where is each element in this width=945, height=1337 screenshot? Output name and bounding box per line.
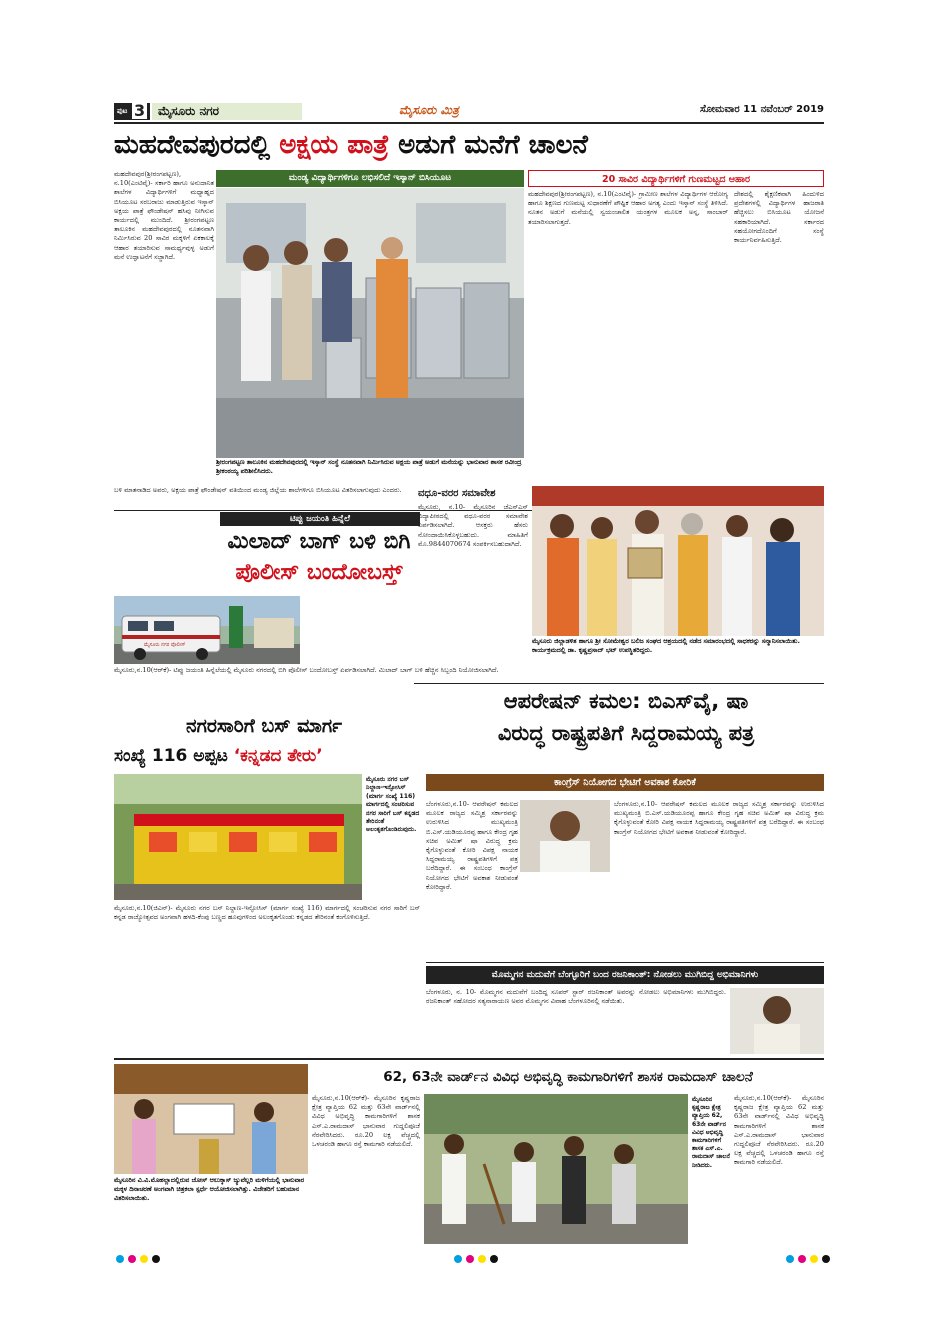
date-line: ಸೋಮವಾರ 11 ನವೆಂಬರ್ 2019 [699,104,824,115]
header-rule [114,122,824,124]
brand-title: ಮೈಸೂರು ಮಿತ್ರ [399,103,459,117]
headline-highlight: ‘ಕನ್ನಡದ ತೇರು’ [233,746,323,766]
story4-headline-1: ಆಪರೇಷನ್ ಕಮಲ: ಬಿಎಸ್‌ವೈ, ಷಾ [503,689,749,713]
story5-bus-photo [114,774,362,900]
dot-cyan [786,1255,794,1263]
story3-text: ಮೈಸೂರು, ನ.10- ಮೈಸೂರಿನ ಜೆಎಸ್ಎಸ್ ವಿದ್ಯಾಪೀಠದಲ್ಲಿ ವಧೂ-ವರರ ಸಮಾವೇಶ ಏರ್ಪಡಿಸಲಾಗಿದೆ. ಆಸಕ್ತರು ಹೆಸರು ನೋಂದಾಯಿಸಿಕೊಳ್ಳಬಹುದು. ಮಾಹಿತಿಗೆ ಮೊ.9844070674 ಸಂಪರ್ಕಿಸಬಹುದಾಗಿದೆ. [418,503,528,548]
dot-yellow [810,1255,818,1263]
story1-photo-banner: ಮಂಡ್ಯ ವಿದ್ಯಾರ್ಥಿಗಳಿಗೂ ಲಭಿಸಲಿದೆ ಇಸ್ಕಾನ್ ಬಿಸಿಯೂಟ [216,170,524,187]
story1-kitchen-photo [216,188,524,458]
story4-text-cont: ಬೆಂಗಳೂರು,ನ.10- ಆಪರೇಷನ್ ಕಮಲದ ಮೂಲಕ ರಾಜ್ಯದ ಸಮ್ಮಿಶ್ರ ಸರ್ಕಾರವನ್ನು ಉರುಳಿಸಿದ ಮುಖ್ಯಮಂತ್ರಿ ಬಿ.ಎಸ್.ಯಡಿಯೂರಪ್ಪ ಹಾಗೂ ಕೇಂದ್ರ ಗೃಹ ಸಚಿವ ಅಮಿತ್ ಷಾ ವಿರುದ್ಧ ಕ್ರಮ ಕೈಗೊಳ್ಳುವಂತೆ ಕೋರಿ ವಿಪಕ್ಷ ನಾಯಕ ಸಿದ್ದರಾಮಯ್ಯ ರಾಷ್ಟ್ರಪತಿಗಳಿಗೆ ಪತ್ರ ಬರೆದಿದ್ದಾರೆ. ಈ ಸಂಬಂಧ ಕಾಂಗ್ರೆಸ್ ನಿಯೋಗದ ಭೇಟಿಗೆ ಅವಕಾಶ ನೀಡುವಂತೆ ಕೋರಿದ್ದಾರೆ. [614,800,824,836]
story1-photo-caption: ಶ್ರೀರಂಗಪಟ್ಟಣ ತಾಲೂಕಿನ ಮಹದೇವಪುರದಲ್ಲಿ ಇಸ್ಕಾನ್ ಸಂಸ್ಥೆ ನೂತನವಾಗಿ ನಿರ್ಮಿಸಿರುವ ಅಕ್ಷಯ ಪಾತ್ರೆ ಅಡುಗೆ ಮನೆಯನ್ನು ಭಾನುವಾರ ಶಾಸಕ ರವೀಂದ್ರ ಶ್ರೀಕಂಠಯ್ಯ ಪರಿಶೀಲಿಸಿದರು. [216,458,522,475]
portrait-illustration [730,988,824,1054]
story4-siddaramaiah-photo [520,800,610,872]
story3-felicitation-photo [532,486,824,636]
decorated-bus-illustration [114,774,362,900]
registration-marks-left [114,1248,162,1267]
dot-cyan [454,1255,462,1263]
story6-text: ಬೆಂಗಳೂರು, ನ. 10- ಮೊಮ್ಮಗನ ಮದುವೆಗೆ ಬಂದಿದ್ದ ಸೂಪರ್ ಸ್ಟಾರ್ ರಜನಿಕಾಂತ್ ಅವರನ್ನು ನೋಡಲು ಅಭಿಮಾನಿಗಳು ಮುಗಿಬಿದ್ದರು. ರಜನಿಕಾಂತ್ ಸಹೋದರ ಸತ್ಯನಾರಾಯಣ ಅವರ ಮೊಮ್ಮಗನ ವಿವಾಹ ಬೆಂಗಳೂರಿನಲ್ಲಿ ನಡೆಯಿತು. [426,988,726,1006]
headline-highlight: ಅಕ್ಷಯ ಪಾತ್ರೆ [279,130,390,160]
page-label: ಪುಟ [117,107,128,115]
dot-black [822,1255,830,1263]
page-number-badge [114,103,150,120]
story1-col2: ಮಹದೇವಪುರ(ಶ್ರೀರಂಗಪಟ್ಟಣ), ನ.10(ಎಂಟಿವೈ)- ಗ್ರಾಮೀಣ ಶಾಲೆಗಳ ವಿದ್ಯಾರ್ಥಿಗಳ ಆರೋಗ್ಯ ಹಾಗೂ ಶಿಕ್ಷಣದ ಗುಣಮಟ್ಟ ಸುಧಾರಣೆಗೆ ಪೌಷ್ಟಿಕ ಆಹಾರ ಅಗತ್ಯ ಎಂದು ಇಸ್ಕಾನ್ ಸಂಸ್ಥೆ ತಿಳಿಸಿದೆ. ನೂತನ ಅಡುಗೆ ಮನೆಯಲ್ಲಿ ಸ್ವಯಂಚಾಲಿತ ಯಂತ್ರಗಳ ಮೂಲಕ ಅನ್ನ, ಸಾಂಬಾರ್ ತಯಾರಿಸಲಾಗುತ್ತದೆ. [528,190,728,226]
section-label: ಮೈಸೂರು ನಗರ [152,103,302,120]
dot-magenta [798,1255,806,1263]
divider-4 [114,1058,824,1060]
story3-caption: ಮೈಸೂರು ಜಿಲ್ಲಾಡಳಿತ ಹಾಗೂ ಶ್ರೀ ಸೋಮೇಶ್ವರ ಬಲಿಜ ಸಂಘದ ಆಶ್ರಯದಲ್ಲಿ ನಡೆದ ಸಮಾರಂಭದಲ್ಲಿ ಸಾಧಕರನ್ನು ಸನ್ಮಾನಿಸಲಾಯಿತು. ಕಾರ್ಯಕ್ರಮದಲ್ಲಿ ಡಾ. ಕೃಷ್ಣಪ್ರಸಾದ್ ಭಟ್ ಉಪಸ್ಥಿತರಿದ್ದರು. [532,637,800,654]
story7-headline: 62, 63ನೇ ವಾರ್ಡ್‌ನ ವಿವಿಧ ಅಭಿವೃದ್ಧಿ ಕಾಮಗಾರಿಗಳಿಗೆ ಶಾಸಕ ರಾಮದಾಸ್ ಚಾಲನೆ [383,1069,753,1085]
story5-side-caption: ಮೈಸೂರು ನಗರ ಬಸ್ ನಿಲ್ದಾಣ-ಇನ್ಫೋಸಿಸ್ (ಮಾರ್ಗ ಸಂಖ್ಯೆ 116) ಮಾರ್ಗದಲ್ಲಿ ಸಂಚರಿಸುವ ನಗರ ಸಾರಿಗೆ ಬಸ್ ಕನ್ನಡದ ತೇರಿನಂತೆ ಅಲಂಕೃತಗೊಂಡಿರುವುದು. [366,776,420,834]
story5-headline-1: ನಗರಸಾರಿಗೆ ಬಸ್ ಮಾರ್ಗ [186,715,342,737]
page-number: 3 [134,101,146,120]
story4-headline-2: ವಿರುದ್ಧ ರಾಷ್ಟ್ರಪತಿಗೆ ಸಿದ್ದರಾಮಯ್ಯ ಪತ್ರ [497,721,755,745]
page-header [114,101,824,121]
police-van-illustration [114,596,300,664]
felicitation-illustration [532,486,824,636]
story7-worksite-photo [424,1094,688,1244]
story6-headline: ಮೊಮ್ಮಗನ ಮದುವೆಗೆ ಬೆಂಗ್ಳೂರಿಗೆ ಬಂದ ರಜನಿಕಾಂತ್: ನೋಡಲು ಮುಗಿಬಿದ್ದ ಅಭಿಮಾನಿಗಳು [426,966,824,984]
dot-black [152,1255,160,1263]
story7-side-caption: ಮೈಸೂರಿನ ಕೃಷ್ಣರಾಜ ಕ್ಷೇತ್ರ ವ್ಯಾಪ್ತಿಯ 62, 63ನೇ ವಾರ್ಡ್‌ನ ವಿವಿಧ ಅಭಿವೃದ್ಧಿ ಕಾಮಗಾರಿಗಳಿಗೆ ಶಾಸಕ ಎಸ್.ಎ. ರಾಮದಾಸ್ ಚಾಲನೆ ನೀಡಿದರು. [692,1096,730,1169]
story1-col1: ಮಹದೇವಪುರ(ಶ್ರೀರಂಗಪಟ್ಟಣ), ನ.10(ಎಂಟಿವೈ)- ಸರ್ಕಾರಿ ಹಾಗೂ ಅನುದಾನಿತ ಶಾಲೆಗಳ ವಿದ್ಯಾರ್ಥಿಗಳಿಗೆ ಮಧ್ಯಾಹ್ನದ ಬಿಸಿಯೂಟ ಸರಬರಾಜು ಮಾಡುತ್ತಿರುವ ಇಸ್ಕಾನ್ ಅಕ್ಷಯ ಪಾತ್ರೆ ಫೌಂಡೇಷನ್ ಹಸಿವು ನೀಗಿಸುವ ಕಾರ್ಯದಲ್ಲಿ ಮುಂದಿದೆ. ಶ್ರೀರಂಗಪಟ್ಟಣ ತಾಲೂಕಿನ ಮಹದೇವಪುರದಲ್ಲಿ ನೂತನವಾಗಿ ನಿರ್ಮಿಸಿರುವ 20 ಸಾವಿರ ಮಕ್ಕಳಿಗೆ ಏಕಕಾಲಕ್ಕೆ ಆಹಾರ ತಯಾರಿಸುವ ಸಾಮರ್ಥ್ಯವುಳ್ಳ ಅಡುಗೆ ಮನೆ ಉದ್ಘಾಟನೆಗೆ ಸಜ್ಜಾಗಿದೆ. [114,170,214,261]
drawing-competition-illustration [114,1064,308,1174]
van-text: ಮೈಸೂರು ನಗರ ಪೊಲೀಸ್ [144,642,186,648]
dot-magenta [466,1255,474,1263]
dot-cyan [116,1255,124,1263]
story7-kids-photo [114,1064,308,1174]
kitchen-illustration [216,188,524,458]
story2-text: ಮೈಸೂರು,ನ.10(ಆರ್‌ಕೆ)- ಟಿಪ್ಪು ಜಯಂತಿ ಹಿನ್ನೆಲೆಯಲ್ಲಿ ಮೈಸೂರು ನಗರದಲ್ಲಿ ಬಿಗಿ ಪೊಲೀಸ್ ಬಂದೋಬಸ್ತ್ ಏರ್ಪಡಿಸಲಾಗಿದೆ. ಮಿಲಾದ್ ಬಾಗ್ ಬಳಿ ಹೆಚ್ಚಿನ ಸಿಬ್ಬಂದಿ ನಿಯೋಜಿಸಲಾಗಿದೆ. [114,666,499,674]
worksite-illustration [424,1094,688,1244]
story1-sub-banner: 20 ಸಾವಿರ ವಿದ್ಯಾರ್ಥಿಗಳಿಗೆ ಗುಣಮಟ್ಟದ ಆಹಾರ [528,170,824,187]
story1-bottom-text: ಬಳಿ ಮಾತನಾಡಿದ ಅವರು, ಅಕ್ಷಯ ಪಾತ್ರೆ ಫೌಂಡೇಷನ್ ವತಿಯಿಂದ ಮಂಡ್ಯ ಜಿಲ್ಲೆಯ ಶಾಲೆಗಳಿಗೂ ಬಿಸಿಯೂಟ ವಿತರಿಸಲಾಗುವುದು ಎಂದರು. [114,486,402,494]
dot-magenta [128,1255,136,1263]
story6-rajini-photo [730,988,824,1054]
story4-banner: ಕಾಂಗ್ರೆಸ್ ನಿಯೋಗದ ಭೇಟಿಗೆ ಅವಕಾಶ ಕೋರಿಕೆ [426,774,824,791]
story7-text-cont: ಮೈಸೂರು,ನ.10(ಆರ್‌ಕೆ)- ಮೈಸೂರಿನ ಕೃಷ್ಣರಾಜ ಕ್ಷೇತ್ರ ವ್ಯಾಪ್ತಿಯ 62 ಮತ್ತು 63ನೇ ವಾರ್ಡ್‌ನಲ್ಲಿ ವಿವಿಧ ಅಭಿವೃದ್ಧಿ ಕಾಮಗಾರಿಗಳಿಗೆ ಶಾಸಕ ಎಸ್.ಎ.ರಾಮದಾಸ್ ಭಾನುವಾರ ಗುದ್ದಲಿಪೂಜೆ ನೆರವೇರಿಸಿದರು. ರೂ.20 ಲಕ್ಷ ವೆಚ್ಚದಲ್ಲಿ ಒಳಚರಂಡಿ ಹಾಗೂ ರಸ್ತೆ ಕಾಮಗಾರಿ ನಡೆಯಲಿದೆ. [734,1094,824,1167]
story2-kicker: ಟಿಪ್ಪು ಜಯಂತಿ ಹಿನ್ನೆಲೆ [220,512,420,526]
story4-text: ಬೆಂಗಳೂರು,ನ.10- ಆಪರೇಷನ್ ಕಮಲದ ಮೂಲಕ ರಾಜ್ಯದ ಸಮ್ಮಿಶ್ರ ಸರ್ಕಾರವನ್ನು ಉರುಳಿಸಿದ ಮುಖ್ಯಮಂತ್ರಿ ಬಿ.ಎಸ್.ಯಡಿಯೂರಪ್ಪ ಹಾಗೂ ಕೇಂದ್ರ ಗೃಹ ಸಚಿವ ಅಮಿತ್ ಷಾ ವಿರುದ್ಧ ಕ್ರಮ ಕೈಗೊಳ್ಳುವಂತೆ ಕೋರಿ ವಿಪಕ್ಷ ನಾಯಕ ಸಿದ್ದರಾಮಯ್ಯ ರಾಷ್ಟ್ರಪತಿಗಳಿಗೆ ಪತ್ರ ಬರೆದಿದ್ದಾರೆ. ಈ ಸಂಬಂಧ ಕಾಂಗ್ರೆಸ್ ನಿಯೋಗದ ಭೇಟಿಗೆ ಅವಕಾಶ ನೀಡುವಂತೆ ಕೋರಿದ್ದಾರೆ. [426,800,518,891]
story1-headline: ಮಹದೇವಪುರದಲ್ಲಿ ಅಕ್ಷಯ ಪಾತ್ರೆ ಅಡುಗೆ ಮನೆಗೆ ಚಾಲನೆ [114,130,588,160]
story2-headline-2: ಪೊಲೀಸ್ ಬಂದೋಬಸ್ತ್ [235,560,403,585]
registration-marks-center [452,1248,500,1267]
registration-marks-right [784,1248,832,1267]
portrait-illustration [520,800,610,872]
story5-text: ಮೈಸೂರು,ನ.10(ಜಿಎನ್)- ಮೈಸೂರು ನಗರ ಬಸ್ ನಿಲ್ದಾಣ-ಇನ್ಫೋಸಿಸ್ (ಮಾರ್ಗ ಸಂಖ್ಯೆ 116) ಮಾರ್ಗದಲ್ಲಿ ಸಂಚರಿಸುವ ನಗರ ಸಾರಿಗೆ ಬಸ್ ಕನ್ನಡ ರಾಜ್ಯೋತ್ಸವದ ಅಂಗವಾಗಿ ಹಳದಿ-ಕೆಂಪು ಬಣ್ಣದ ಹೂವುಗಳಿಂದ ಅಲಂಕೃತಗೊಂಡು ಕನ್ನಡದ ತೇರಿನಂತೆ ಕಂಗೊಳಿಸುತ್ತಿದೆ. [114,904,420,922]
story3-kicker-box: ವಧೂ-ವರರ ಸಮಾವೇಶ [418,488,496,499]
story2-headline-1: ಮಿಲಾದ್ ಬಾಗ್ ಬಳಿ ಬಿಗಿ [227,529,411,554]
divider-3 [426,962,824,963]
story7-left-caption: ಮೈಸೂರಿನ ವಿ.ವಿ.ಮೊಹಲ್ಲಾದಲ್ಲಿರುವ ಜೋಸ್ ಆಲುಕ್ಕಾಸ್ ಜ್ಯುವೆಲ್ಲರಿ ಮಳಿಗೆಯಲ್ಲಿ ಭಾನುವಾರ ಮಕ್ಕಳ ದಿನಾಚರಣೆ ಅಂಗವಾಗಿ ಚಿತ್ರಕಲಾ ಸ್ಪರ್ಧೆ ಆಯೋಜಿಸಲಾಗಿತ್ತು. ವಿಜೇತರಿಗೆ ಬಹುಮಾನ ವಿತರಿಸಲಾಯಿತು. [114,1176,305,1202]
story5-headline-2: ಸಂಖ್ಯೆ 116 ಅಪ್ಪಟ ‘ಕನ್ನಡದ ತೇರು’ [114,746,323,766]
dot-yellow [140,1255,148,1263]
divider-2 [414,683,824,684]
dot-yellow [478,1255,486,1263]
story1-col3: ದೇಶದಲ್ಲಿ ಶೈಕ್ಷಣಿಕವಾಗಿ ಹಿಂದುಳಿದ ಪ್ರದೇಶಗಳಲ್ಲಿ ವಿದ್ಯಾರ್ಥಿಗಳ ಹಾಜರಾತಿ ಹೆಚ್ಚಿಸಲು ಬಿಸಿಯೂಟ ಯೋಜನೆ ಸಹಕಾರಿಯಾಗಿದೆ. ಸರ್ಕಾರದ ಸಹಯೋಗದೊಂದಿಗೆ ಸಂಸ್ಥೆ ಕಾರ್ಯನಿರ್ವಹಿಸುತ್ತಿದೆ. [734,190,824,245]
story2-police-photo [114,596,300,664]
story7-text: ಮೈಸೂರು,ನ.10(ಆರ್‌ಕೆ)- ಮೈಸೂರಿನ ಕೃಷ್ಣರಾಜ ಕ್ಷೇತ್ರ ವ್ಯಾಪ್ತಿಯ 62 ಮತ್ತು 63ನೇ ವಾರ್ಡ್‌ನಲ್ಲಿ ವಿವಿಧ ಅಭಿವೃದ್ಧಿ ಕಾಮಗಾರಿಗಳಿಗೆ ಶಾಸಕ ಎಸ್.ಎ.ರಾಮದಾಸ್ ಭಾನುವಾರ ಗುದ್ದಲಿಪೂಜೆ ನೆರವೇರಿಸಿದರು. ರೂ.20 ಲಕ್ಷ ವೆಚ್ಚದಲ್ಲಿ ಒಳಚರಂಡಿ ಹಾಗೂ ರಸ್ತೆ ಕಾಮಗಾರಿ ನಡೆಯಲಿದೆ. [312,1094,420,1149]
dot-black [490,1255,498,1263]
